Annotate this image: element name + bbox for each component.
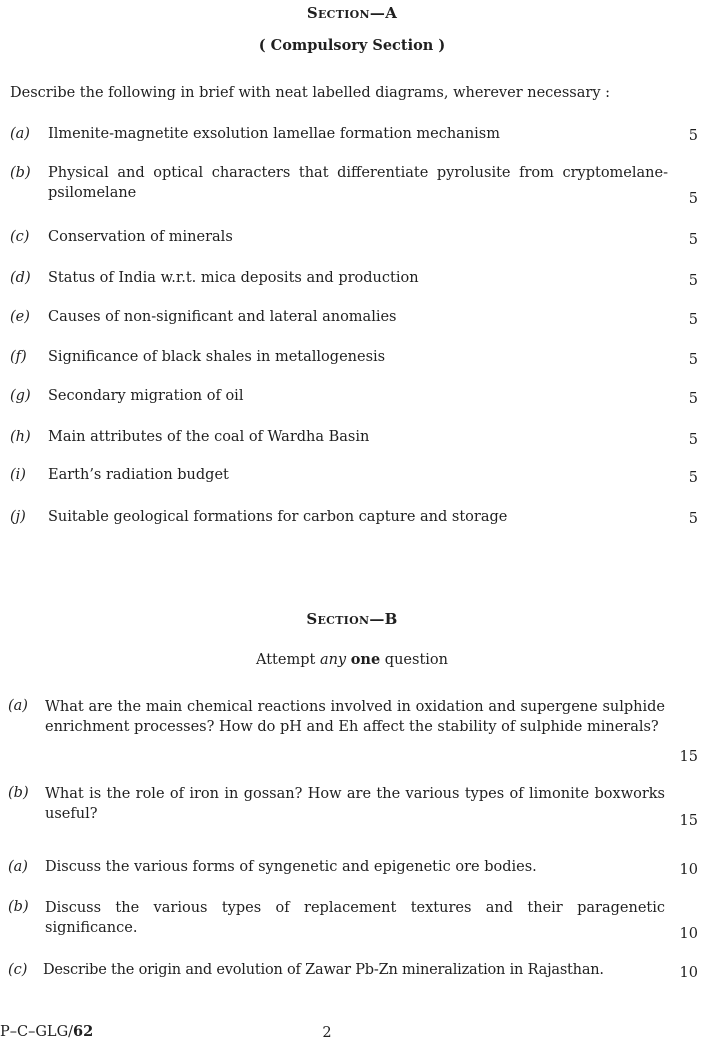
question-text: Suitable geological formations for carbon capture and storage [48,509,508,525]
question-text: What are the main chemical reactions involved in oxidation and supergene sulphide enrichment processes? How do pH and Eh affect the stability of sulphide minerals? [45,699,665,736]
question-label: (j) [10,509,26,525]
question-text: Discuss the various types of replacement textures and their paragenetic significance. [45,900,665,937]
question-text: Ilmenite-magnetite exsolution lamellae formation mechanism [48,126,500,142]
question-label: (a) [8,698,28,714]
question-text: What is the role of iron in gossan? How are the various types of limonite boxworks useful? [45,786,665,823]
question-label: (h) [10,429,31,445]
instruction-one: one [350,651,381,668]
question-label: (d) [10,270,31,286]
question-label: (e) [10,309,30,325]
question-text: Main attributes of the coal of Wardha Basin [48,429,370,445]
question-marks: 5 [688,232,698,248]
question-marks: 15 [679,749,698,765]
page-number: 2 [322,1025,332,1041]
section-a-intro: Describe the following in brief with neat labelled diagrams, wherever necessary : [10,85,611,101]
question-label: (a) [8,859,28,875]
question-label: (a) [10,126,30,142]
question-text: Secondary migration of oil [48,388,244,404]
question-text: Significance of black shales in metallogenesis [48,349,386,365]
instruction-pre: Attempt [256,652,320,668]
question-marks: 5 [688,432,698,448]
question-marks: 15 [679,813,698,829]
question-label: (c) [10,229,30,245]
question-label: (b) [8,785,29,801]
question-label: (c) [8,962,28,978]
question-text: Discuss the various forms of syngenetic and epigenetic ore bodies. [45,859,537,875]
question-label: (b) [8,899,29,915]
question-text: Status of India w.r.t. mica deposits and production [48,270,419,286]
instruction-any: any [319,652,347,668]
question-marks: 5 [688,191,698,207]
question-marks: 5 [688,352,698,368]
question-label: (g) [10,388,31,404]
question-text: Causes of non-significant and lateral anomalies [48,309,397,325]
question-marks: 10 [679,926,698,942]
question-marks: 5 [688,273,698,289]
instruction-post: question [380,652,448,668]
question-text: Physical and optical characters that differentiate pyrolusite from cryptomelane-psilomelane [48,165,668,201]
question-label: (i) [10,467,26,483]
question-text: Conservation of minerals [48,229,233,245]
paper-code-prefix: P–C–GLG/ [0,1024,74,1040]
question-marks: 5 [688,391,698,407]
section-b-title: Section—B [306,610,398,628]
question-marks: 5 [688,312,698,328]
question-text: Earth’s radiation budget [48,467,229,483]
question-marks: 10 [679,965,698,981]
question-text: Describe the origin and evolution of Zawar Pb-Zn mineralization in Rajasthan. [43,962,604,978]
section-a-subtitle: ( Compulsory Section ) [258,37,446,54]
question-label: (f) [10,349,27,365]
question-label: (b) [10,165,31,181]
question-marks: 5 [688,128,698,144]
question-marks: 5 [688,470,698,486]
question-marks: 5 [688,511,698,527]
section-a-title: Section—A [306,4,398,22]
question-marks: 10 [679,862,698,878]
section-b-instruction [0,650,704,671]
paper-code-number: 62 [73,1023,94,1040]
